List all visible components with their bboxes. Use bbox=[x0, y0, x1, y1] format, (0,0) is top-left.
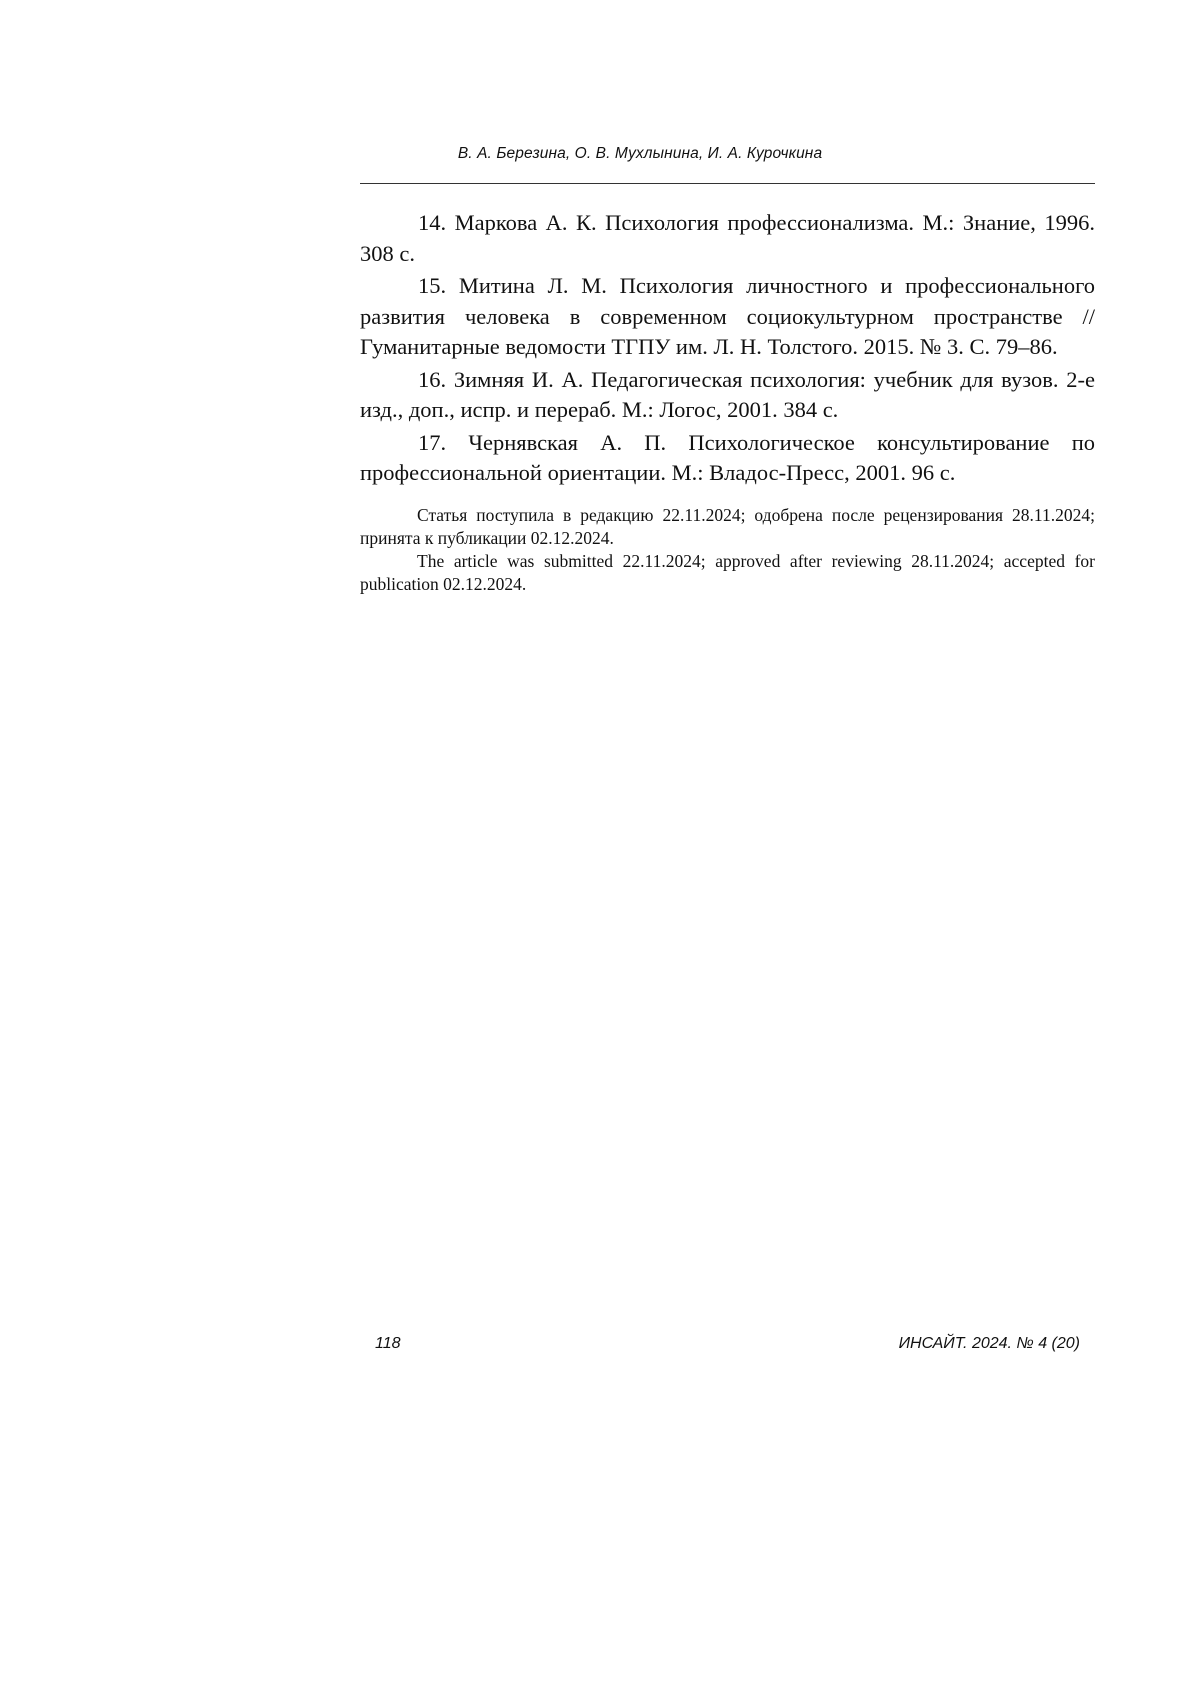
reference-item: 15. Митина Л. М. Психология личностного и профессионального развития человека в современном социокультурном пространстве // Гуманитарные ведомости ТГПУ им. Л. Н. Толстого. 2015. № 3. С. 79–86. bbox=[360, 273, 1095, 359]
reference-item: 17. Чернявская А. П. Психологическое консультирование по профессиональной ориентации. М.: Владос-Пресс, 2001. 96 с. bbox=[360, 429, 1095, 485]
article-dates-ru: Статья поступила в редакцию 22.11.2024; одобрена после рецензирования 28.11.2024; принята к публикации 02.12.2024. bbox=[360, 505, 1095, 548]
article-dates-en: The article was submitted 22.11.2024; approved after reviewing 28.11.2024; accepted for publication 02.12.2024. bbox=[360, 551, 1095, 594]
reference-item: 14. Маркова А. К. Психология профессионализма. М.: Знание, 1996. 308 с. bbox=[360, 210, 1095, 266]
reference-item: 16. Зимняя И. А. Педагогическая психология: учебник для вузов. 2-е изд., доп., испр. и перераб. М.: Логос, 2001. 384 с. bbox=[360, 366, 1095, 422]
header-rule bbox=[360, 183, 1095, 184]
page-number: 118 bbox=[375, 1335, 401, 1352]
reference-list bbox=[360, 208, 1095, 491]
journal-issue: ИНСАЙТ. 2024. № 4 (20) bbox=[898, 1335, 1080, 1352]
running-head: В. А. Березина, О. В. Мухлынина, И. А. Курочкина bbox=[457, 145, 823, 162]
article-dates bbox=[360, 504, 1095, 596]
